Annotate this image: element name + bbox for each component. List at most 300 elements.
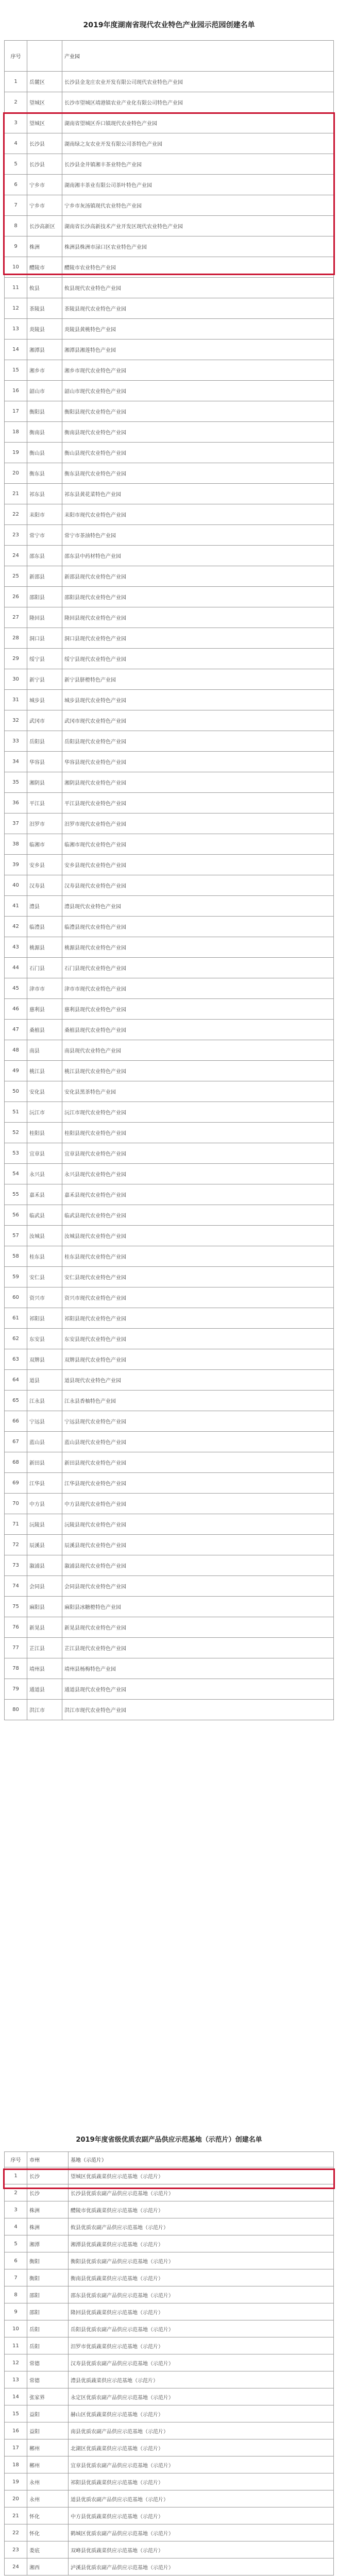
row-region: 安化县	[27, 1081, 62, 1102]
row-name: 通道县现代农业特色产业园	[62, 1679, 334, 1700]
table-row	[5, 2201, 334, 2218]
row-region: 长沙	[27, 2167, 69, 2184]
row-name: 桂阳县现代农业特色产业园	[62, 1123, 334, 1143]
header-cell-city: 市州	[27, 2152, 69, 2167]
row-number: 61	[5, 1308, 27, 1329]
table-row	[5, 2252, 334, 2269]
row-region: 津市市	[27, 978, 62, 999]
table-row	[5, 587, 334, 607]
row-region: 张家界	[27, 2388, 69, 2405]
row-region: 衡南县	[27, 422, 62, 443]
row-name: 长沙县优质农副产品供应示范基地（示范片）	[69, 2184, 334, 2201]
row-number: 10	[5, 257, 27, 278]
row-region: 湘潭县	[27, 340, 62, 360]
row-number: 15	[5, 2405, 27, 2422]
row-name: 新田县现代农业特色产业园	[62, 1452, 334, 1473]
row-number: 6	[5, 175, 27, 195]
row-number: 1	[5, 72, 27, 92]
row-name: 攸县优质农副产品供应示范基地（示范片）	[69, 2218, 334, 2235]
row-region: 临澧县	[27, 917, 62, 937]
row-number: 5	[5, 2235, 27, 2252]
row-name: 安化县黑茶特色产业园	[62, 1081, 334, 1102]
row-region: 南县	[27, 1040, 62, 1061]
row-name: 衡阳县优质农副产品供应示范基地（示范片）	[69, 2252, 334, 2269]
table-row	[5, 463, 334, 484]
row-region: 新邵县	[27, 566, 62, 587]
table-row	[5, 72, 334, 92]
row-number: 55	[5, 1184, 27, 1205]
row-region: 衡东县	[27, 463, 62, 484]
row-name: 株洲县株洲市渌口区农业特色产业园	[62, 236, 334, 257]
table-row	[5, 1287, 334, 1308]
row-region: 沅江市	[27, 1102, 62, 1123]
row-region: 桂阳县	[27, 1123, 62, 1143]
table-row	[5, 1143, 334, 1164]
row-number: 18	[5, 422, 27, 443]
row-region: 衡阳	[27, 2269, 69, 2286]
row-number: 53	[5, 1143, 27, 1164]
row-name: 北湖区优质蔬菜供应示范基地（示范片）	[69, 2439, 334, 2456]
row-name: 湘潭县优质蔬菜供应示范基地（示范片）	[69, 2235, 334, 2252]
table-row	[5, 278, 334, 298]
row-number: 2	[5, 92, 27, 113]
row-region: 宜章县	[27, 1143, 62, 1164]
row-name: 澧县优质蔬菜供应示范基地（示范片）	[69, 2371, 334, 2388]
row-region: 江永县	[27, 1391, 62, 1411]
table-row	[5, 1123, 334, 1143]
row-number: 52	[5, 1123, 27, 1143]
row-number: 48	[5, 1040, 27, 1061]
row-region: 资兴市	[27, 1287, 62, 1308]
table-row	[5, 2235, 334, 2252]
table-row	[5, 2337, 334, 2354]
row-name: 醴陵市优质蔬菜供应示范基地（示范片）	[69, 2201, 334, 2218]
row-number: 71	[5, 1514, 27, 1535]
row-name: 临湘市现代农业特色产业园	[62, 834, 334, 855]
row-region: 澧县	[27, 896, 62, 917]
table-row	[5, 937, 334, 958]
row-region: 湘西	[27, 2558, 69, 2575]
row-number: 12	[5, 2354, 27, 2371]
row-number: 35	[5, 772, 27, 793]
row-name: 汉寿县优质农副产品供应示范基地（示范片）	[69, 2354, 334, 2371]
table-row	[5, 133, 334, 154]
row-name: 东安县现代农业特色产业园	[62, 1329, 334, 1349]
row-region: 溆浦县	[27, 1555, 62, 1576]
row-number: 4	[5, 133, 27, 154]
row-region: 双牌县	[27, 1349, 62, 1370]
row-region: 新晃县	[27, 1617, 62, 1638]
row-number: 9	[5, 236, 27, 257]
row-number: 14	[5, 340, 27, 360]
row-region: 常宁市	[27, 525, 62, 546]
table-row	[5, 834, 334, 855]
row-number: 2	[5, 2184, 27, 2201]
row-region: 攸县	[27, 278, 62, 298]
row-region: 靖州县	[27, 1658, 62, 1679]
table-row	[5, 2388, 334, 2405]
row-number: 62	[5, 1329, 27, 1349]
row-region: 株洲	[27, 2218, 69, 2235]
row-region: 株洲	[27, 2201, 69, 2218]
table-row	[5, 772, 334, 793]
section1-title: 2019年度湖南省现代农业特色产业园示范园创建名单	[83, 21, 255, 29]
row-region: 湘乡市	[27, 360, 62, 381]
table-row	[5, 690, 334, 710]
row-region: 汝城县	[27, 1226, 62, 1246]
table-row	[5, 793, 334, 814]
row-region: 宁乡市	[27, 195, 62, 216]
row-name: 新晃县现代农业特色产业园	[62, 1617, 334, 1638]
row-number: 29	[5, 649, 27, 669]
row-name: 岳阳县现代农业特色产业园	[62, 731, 334, 752]
row-name: 辰溪县现代农业特色产业园	[62, 1535, 334, 1555]
row-number: 15	[5, 360, 27, 381]
row-number: 1	[5, 2167, 27, 2184]
row-number: 56	[5, 1205, 27, 1226]
row-region: 中方县	[27, 1494, 62, 1514]
row-region: 常德	[27, 2371, 69, 2388]
row-name: 衡南县优质蔬菜供应示范基地（示范片）	[69, 2269, 334, 2286]
row-region: 石门县	[27, 958, 62, 978]
row-name: 湖南绿之友农业开发有限公司茶特色产业园	[62, 133, 334, 154]
table-row	[5, 1473, 334, 1494]
row-name: 江华县现代农业特色产业园	[62, 1473, 334, 1494]
row-name: 桂东县现代农业特色产业园	[62, 1246, 334, 1267]
row-number: 76	[5, 1617, 27, 1638]
row-number: 7	[5, 2269, 27, 2286]
table-row	[5, 195, 334, 216]
row-region: 安仁县	[27, 1267, 62, 1287]
row-region: 会同县	[27, 1576, 62, 1597]
table-row	[5, 113, 334, 133]
section2-table	[4, 2151, 334, 2575]
row-name: 湘乡市现代农业特色产业园	[62, 360, 334, 381]
table-row	[5, 2218, 334, 2235]
table-row	[5, 2184, 334, 2201]
row-region: 临武县	[27, 1205, 62, 1226]
table-row	[5, 1370, 334, 1391]
row-region: 宁远县	[27, 1411, 62, 1432]
row-name: 芷江县现代农业特色产业园	[62, 1638, 334, 1658]
row-number: 13	[5, 319, 27, 340]
row-name: 中方县优质蔬菜供应示范基地（示范片）	[69, 2507, 334, 2524]
table-row	[5, 2524, 334, 2541]
row-name: 石门县现代农业特色产业园	[62, 958, 334, 978]
table-row	[5, 1308, 334, 1329]
row-name: 津市市现代农业特色产业园	[62, 978, 334, 999]
row-region: 芷江县	[27, 1638, 62, 1658]
row-name: 慈利县现代农业特色产业园	[62, 999, 334, 1020]
row-name: 桃江县现代农业特色产业园	[62, 1061, 334, 1081]
row-name: 湖南省长沙高新技术产业开发区现代农业特色产业园	[62, 216, 334, 236]
table-row	[5, 1040, 334, 1061]
row-name: 湘潭县湘莲特色产业园	[62, 340, 334, 360]
row-number: 18	[5, 2456, 27, 2473]
row-name: 宁远县现代农业特色产业园	[62, 1411, 334, 1432]
row-number: 30	[5, 669, 27, 690]
table-row	[5, 2167, 334, 2184]
table-row	[5, 1576, 334, 1597]
row-number: 19	[5, 443, 27, 463]
row-number: 43	[5, 937, 27, 958]
row-region: 武冈市	[27, 710, 62, 731]
row-name: 新邵县现代农业特色产业园	[62, 566, 334, 587]
row-region: 麻阳县	[27, 1597, 62, 1617]
row-name: 临武县现代农业特色产业园	[62, 1205, 334, 1226]
row-name: 道县现代农业特色产业园	[62, 1370, 334, 1391]
row-name: 泸溪县优质农副产品供应示范基地（示范片）	[69, 2558, 334, 2575]
table-row	[5, 1020, 334, 1040]
row-region: 桑植县	[27, 1020, 62, 1040]
row-region: 望城区	[27, 92, 62, 113]
table-row	[5, 340, 334, 360]
row-region: 桃江县	[27, 1061, 62, 1081]
table-row	[5, 1555, 334, 1576]
table-row	[5, 999, 334, 1020]
row-number: 65	[5, 1391, 27, 1411]
row-number: 4	[5, 2218, 27, 2235]
row-region: 怀化	[27, 2524, 69, 2541]
table-row	[5, 1494, 334, 1514]
row-region: 蓝山县	[27, 1432, 62, 1452]
row-name: 攸县现代农业特色产业园	[62, 278, 334, 298]
table-row	[5, 1226, 334, 1246]
row-number: 47	[5, 1020, 27, 1040]
row-name: 韶山市现代农业特色产业园	[62, 381, 334, 401]
table-row	[5, 1514, 334, 1535]
row-region: 道县	[27, 1370, 62, 1391]
row-number: 46	[5, 999, 27, 1020]
row-number: 78	[5, 1658, 27, 1679]
row-name: 靖州县杨梅特色产业园	[62, 1658, 334, 1679]
row-number: 39	[5, 855, 27, 875]
row-name: 沅陵县现代农业特色产业园	[62, 1514, 334, 1535]
section2-title: 2019年度省级优质农副产品供应示范基地（示范片）创建名单	[76, 2136, 262, 2144]
row-name: 邵东县优质农副产品供应示范基地（示范片）	[69, 2286, 334, 2303]
table-row	[5, 2558, 334, 2575]
table-row	[5, 2439, 334, 2456]
table-row	[5, 875, 334, 896]
row-number: 72	[5, 1535, 27, 1555]
row-number: 23	[5, 525, 27, 546]
row-region: 邵阳	[27, 2286, 69, 2303]
row-name: 桑植县现代农业特色产业园	[62, 1020, 334, 1040]
row-number: 17	[5, 2439, 27, 2456]
table-row	[5, 628, 334, 649]
row-region: 长沙高新区	[27, 216, 62, 236]
row-name: 平江县现代农业特色产业园	[62, 793, 334, 814]
header-cell-num: 序号	[5, 41, 27, 72]
row-region: 长沙县	[27, 133, 62, 154]
row-number: 13	[5, 2371, 27, 2388]
table-row	[5, 1164, 334, 1184]
row-name: 永兴县现代农业特色产业园	[62, 1164, 334, 1184]
row-number: 57	[5, 1226, 27, 1246]
row-number: 45	[5, 978, 27, 999]
row-name: 湖南省望城区乔口镇现代农业特色产业园	[62, 113, 334, 133]
row-name: 望城区优质蔬菜供应示范基地（示范片）	[69, 2167, 334, 2184]
table-row	[5, 2354, 334, 2371]
table-row	[5, 1391, 334, 1411]
row-name: 湖南湘丰茶业有限公司茶叶特色产业园	[62, 175, 334, 195]
row-number: 54	[5, 1164, 27, 1184]
row-name: 祁阳县现代农业特色产业园	[62, 1308, 334, 1329]
table-row	[5, 958, 334, 978]
row-region: 江华县	[27, 1473, 62, 1494]
table-row	[5, 1597, 334, 1617]
row-number: 60	[5, 1287, 27, 1308]
row-name: 江永县香柚特色产业园	[62, 1391, 334, 1411]
header-cell-empty	[27, 41, 62, 72]
table-row	[5, 2541, 334, 2558]
row-name: 武冈市现代农业特色产业园	[62, 710, 334, 731]
row-name: 南县优质农副产品供应示范基地（示范片）	[69, 2422, 334, 2439]
row-number: 58	[5, 1246, 27, 1267]
table-row	[5, 1246, 334, 1267]
row-name: 洪江市现代农业特色产业园	[62, 1700, 334, 1720]
row-name: 蓝山县现代农业特色产业园	[62, 1432, 334, 1452]
table-row	[5, 525, 334, 546]
row-number: 44	[5, 958, 27, 978]
row-name: 长沙市望城区靖港镇农业产业化有限公司特色产业园	[62, 92, 334, 113]
row-number: 33	[5, 731, 27, 752]
row-name: 岳阳县优质农副产品供应示范基地（示范片）	[69, 2320, 334, 2337]
row-number: 34	[5, 752, 27, 772]
row-number: 10	[5, 2320, 27, 2337]
row-number: 73	[5, 1555, 27, 1576]
row-region: 通道县	[27, 1679, 62, 1700]
row-name: 安乡县现代农业特色产业园	[62, 855, 334, 875]
row-number: 25	[5, 566, 27, 587]
row-number: 70	[5, 1494, 27, 1514]
row-region: 永兴县	[27, 1164, 62, 1184]
table-row	[5, 752, 334, 772]
row-region: 岳阳	[27, 2320, 69, 2337]
row-region: 嘉禾县	[27, 1184, 62, 1205]
row-name: 南县现代农业特色产业园	[62, 1040, 334, 1061]
row-number: 50	[5, 1081, 27, 1102]
table-row	[5, 566, 334, 587]
table-row	[5, 896, 334, 917]
row-number: 11	[5, 278, 27, 298]
row-number: 14	[5, 2388, 27, 2405]
row-number: 38	[5, 834, 27, 855]
row-name: 嘉禾县现代农业特色产业园	[62, 1184, 334, 1205]
row-name: 安仁县现代农业特色产业园	[62, 1267, 334, 1287]
row-name: 炎陵县黄桃特色产业园	[62, 319, 334, 340]
table-row	[5, 731, 334, 752]
row-name: 汉寿县现代农业特色产业园	[62, 875, 334, 896]
row-number: 59	[5, 1267, 27, 1287]
row-name: 湘阴县现代农业特色产业园	[62, 772, 334, 793]
header-cell-name: 产业园	[62, 41, 334, 72]
row-name: 新宁县脐橙特色产业园	[62, 669, 334, 690]
row-name: 沅江市现代农业特色产业园	[62, 1102, 334, 1123]
row-region: 衡阳	[27, 2252, 69, 2269]
row-number: 77	[5, 1638, 27, 1658]
row-name: 城步县现代农业特色产业园	[62, 690, 334, 710]
row-number: 7	[5, 195, 27, 216]
row-number: 75	[5, 1597, 27, 1617]
row-name: 汨罗市优质蔬菜供应示范基地（示范片）	[69, 2337, 334, 2354]
row-name: 茶陵县现代农业特色产业园	[62, 298, 334, 319]
section1-table	[4, 40, 334, 1720]
row-number: 8	[5, 216, 27, 236]
row-number: 67	[5, 1432, 27, 1452]
row-region: 沅陵县	[27, 1514, 62, 1535]
row-name: 隆回县优质蔬菜供应示范基地（示范片）	[69, 2303, 334, 2320]
table-row	[5, 2371, 334, 2388]
row-region: 邵阳	[27, 2303, 69, 2320]
table-row	[5, 1452, 334, 1473]
table-row	[5, 443, 334, 463]
row-name: 衡阳县现代农业特色产业园	[62, 401, 334, 422]
row-name: 耒阳市现代农业特色产业园	[62, 504, 334, 525]
row-region: 桃源县	[27, 937, 62, 958]
row-region: 耒阳市	[27, 504, 62, 525]
row-region: 邵东县	[27, 546, 62, 566]
row-number: 16	[5, 381, 27, 401]
row-name: 常宁市茶油特色产业园	[62, 525, 334, 546]
table-row	[5, 298, 334, 319]
header-cell-name: 基地（示范片）	[69, 2152, 334, 2167]
row-name: 资兴市现代农业特色产业园	[62, 1287, 334, 1308]
row-region: 衡山县	[27, 443, 62, 463]
table-row	[5, 546, 334, 566]
table-row	[5, 649, 334, 669]
row-region: 郴州	[27, 2439, 69, 2456]
table-row	[5, 381, 334, 401]
row-region: 常德	[27, 2354, 69, 2371]
row-name: 衡南县现代农业特色产业园	[62, 422, 334, 443]
table-row	[5, 1658, 334, 1679]
row-region: 汨罗市	[27, 814, 62, 834]
row-number: 8	[5, 2286, 27, 2303]
row-number: 36	[5, 793, 27, 814]
row-region: 新宁县	[27, 669, 62, 690]
row-name: 祁东县黄花菜特色产业园	[62, 484, 334, 504]
row-number: 19	[5, 2473, 27, 2490]
row-region: 新田县	[27, 1452, 62, 1473]
table-row	[5, 1679, 334, 1700]
row-name: 道县优质农副产品供应示范基地（示范片）	[69, 2490, 334, 2507]
table-row	[5, 2320, 334, 2337]
table-row	[5, 917, 334, 937]
table-row	[5, 669, 334, 690]
table-row	[5, 2286, 334, 2303]
table-header-row	[5, 41, 334, 72]
row-name: 麻阳县冰糖橙特色产业园	[62, 1597, 334, 1617]
row-region: 城步县	[27, 690, 62, 710]
table-row	[5, 1535, 334, 1555]
row-name: 长沙县金龙庄农业开发有限公司现代农业特色产业园	[62, 72, 334, 92]
table-row	[5, 422, 334, 443]
table-row	[5, 154, 334, 175]
row-number: 20	[5, 463, 27, 484]
table-row	[5, 257, 334, 278]
row-region: 茶陵县	[27, 298, 62, 319]
row-number: 42	[5, 917, 27, 937]
row-name: 绥宁县现代农业特色产业园	[62, 649, 334, 669]
row-region: 隆回县	[27, 607, 62, 628]
row-name: 中方县现代农业特色产业园	[62, 1494, 334, 1514]
table-row	[5, 2303, 334, 2320]
row-number: 32	[5, 710, 27, 731]
table-row	[5, 978, 334, 999]
row-region: 长沙	[27, 2184, 69, 2201]
row-region: 醴陵市	[27, 257, 62, 278]
